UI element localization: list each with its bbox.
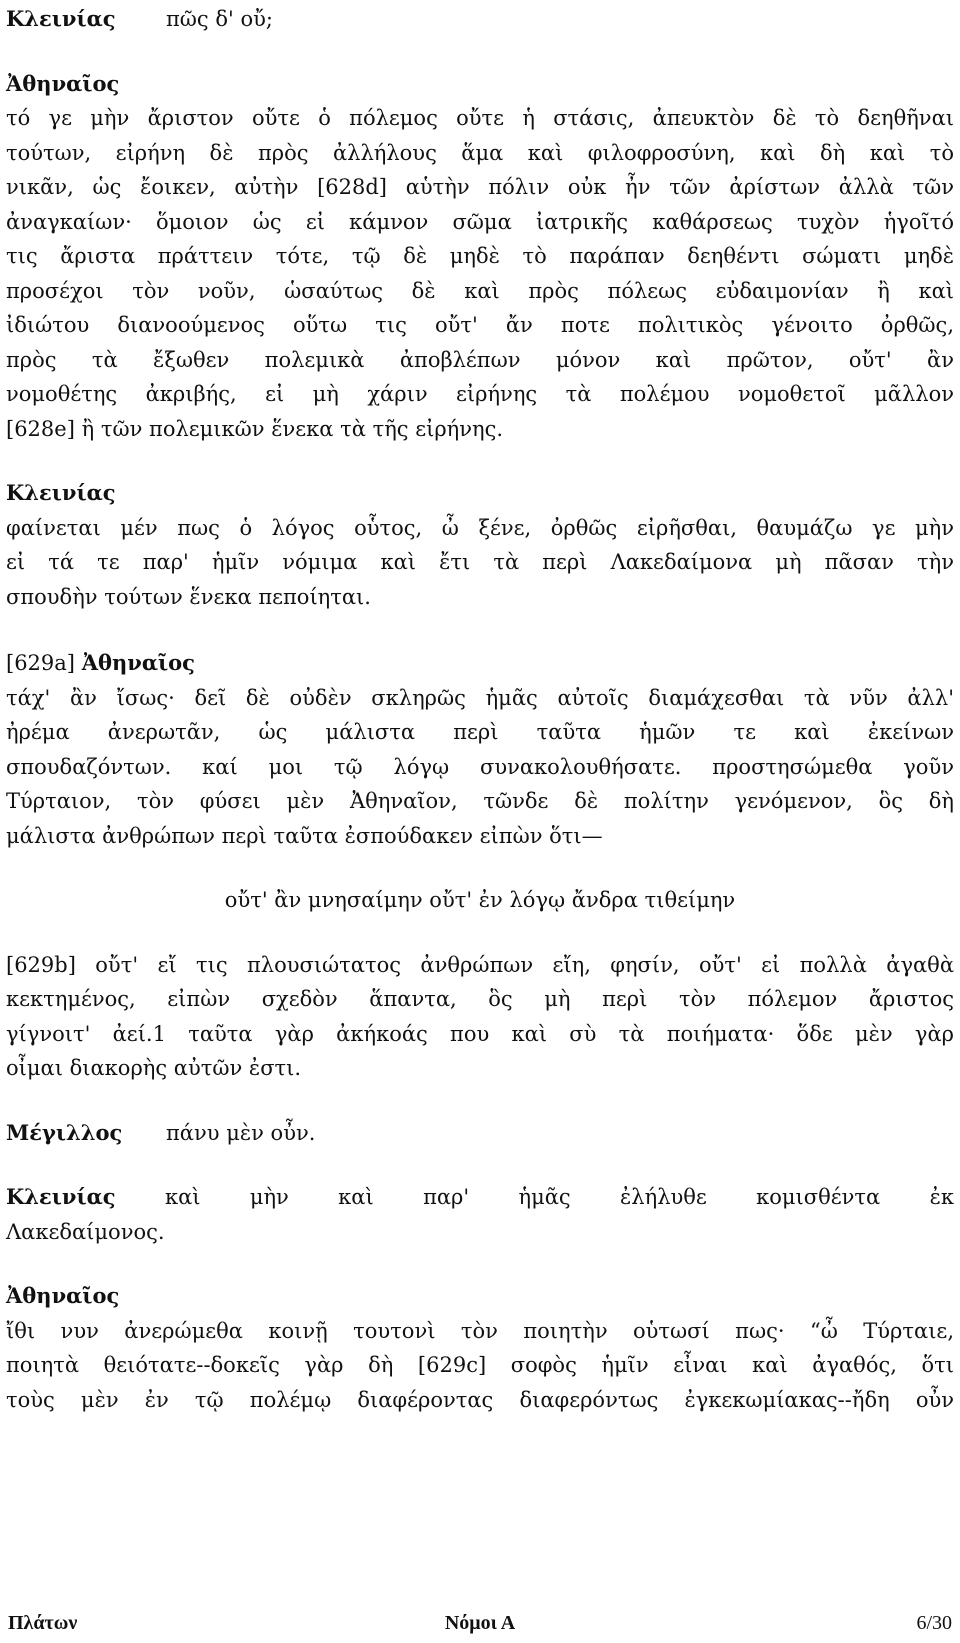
speech-word: μὴν bbox=[249, 1185, 289, 1209]
speaker-name: Κλεινίας bbox=[6, 480, 116, 505]
speech-word: ἡμᾶς bbox=[518, 1185, 571, 1209]
footer-author: Πλάτων bbox=[8, 1612, 78, 1634]
page-number: 6/30 bbox=[916, 1612, 952, 1634]
speech-line: φαίνεται μέν πως ὁ λόγος οὗτος, ὦ ξένε, ὀρθῶς εἰρῆσθαι, θαυμάζω γε μὴν bbox=[6, 515, 954, 540]
speech-line: [629b] οὔτ' εἴ τις πλουσιώτατος ἀνθρώπων εἴη, φησίν, οὔτ' εἰ πολλὰ ἀγαθὰ bbox=[6, 952, 954, 977]
speech-line: ἀναγκαίων· ὅμοιον ὡς εἰ κάμνον σῶμα ἰατρικῆς καθάρσεως τυχὸν ἡγοῖτό bbox=[6, 209, 954, 234]
speech-line: τό γε μὴν ἄριστον οὔτε ὁ πόλεμος οὔτε ἡ στάσις, ἀπευκτὸν δὲ τὸ δεηθῆναι bbox=[6, 106, 954, 130]
speaker-name: Μέγιλλος bbox=[6, 1119, 123, 1145]
speech-line: [628e] ἢ τῶν πολεμικῶν ἕνεκα τὰ τῆς εἰρήνης. bbox=[6, 416, 504, 441]
speech-line: ἠρέμα ἀνερωτᾶν, ὡς μάλιστα περὶ ταῦτα ἡμῶν τε καὶ ἐκείνων bbox=[6, 720, 954, 744]
dialogue-turn-6 bbox=[6, 1180, 954, 1215]
speech-line: σπουδαζόντων. καί μοι τῷ λόγῳ συνακολουθήσατε. προστησώμεθα γοῦν bbox=[6, 754, 954, 779]
section-ref: [629a] bbox=[6, 651, 75, 675]
speech-word: καὶ bbox=[338, 1185, 374, 1209]
dialogue-turn-1 bbox=[6, 2, 954, 37]
speech-line: τοὺς μὲν ἐν τῷ πολέμῳ διαφέροντας διαφερόντως ἐγκεκωμίακας--ἤδη οὖν bbox=[6, 1387, 954, 1412]
speaker-name: Ἀθηναῖος bbox=[81, 650, 195, 675]
speech-word: ἐλήλυθε bbox=[620, 1185, 707, 1209]
speech-line: ἰδιώτου διανοούμενος οὕτω τις οὔτ' ἄν ποτε πολιτικὸς γένοιτο ὀρθῶς, bbox=[6, 313, 954, 337]
speech-line: μάλιστα ἀνθρώπων περὶ ταῦτα ἐσπούδακεν εἰπὼν ὅτι— bbox=[6, 823, 603, 848]
speaker-name: Κλεινίας bbox=[6, 6, 116, 31]
speech-word: κομισθέντα bbox=[756, 1185, 881, 1209]
speech-line: ποιητὰ θειότατε--δοκεῖς γὰρ δὴ [629c] σοφὸς ἡμῖν εἶναι καὶ ἀγαθός, ὅτι bbox=[6, 1353, 954, 1377]
speech-word: καὶ bbox=[164, 1185, 201, 1209]
speech-line: τάχ' ἂν ἴσως· δεῖ δὲ οὐδὲν σκληρῶς ἡμᾶς αὐτοῖς διαμάχεσθαι τὰ νῦν ἀλλ' bbox=[6, 685, 954, 710]
speech-word: παρ' bbox=[423, 1185, 470, 1209]
dialogue-turn-5 bbox=[6, 1116, 954, 1151]
verse-quotation: οὔτ' ἂν μνησαίμην οὔτ' ἐν λόγῳ ἄνδρα τιθείμην bbox=[224, 888, 736, 912]
dialogue-text bbox=[6, 2, 954, 1417]
page-footer bbox=[8, 1612, 952, 1640]
speech-line: κεκτημένος, εἰπὼν σχεδὸν ἅπαντα, ὃς μὴ περὶ τὸν πόλεμον ἄριστος bbox=[6, 987, 954, 1011]
speech-line: Λακεδαίμονος. bbox=[6, 1219, 165, 1244]
speech-word: ἐκ bbox=[929, 1185, 954, 1209]
speaker-name: Ἀθηναῖος bbox=[6, 1283, 120, 1308]
speech-line: πρὸς τὰ ἔξωθεν πολεμικὰ ἀποβλέπων μόνον καὶ πρῶτον, οὔτ' ἂν bbox=[6, 347, 954, 372]
speech-line: εἰ τά τε παρ' ἡμῖν νόμιμα καὶ ἔτι τὰ περὶ Λακεδαίμονα μὴ πᾶσαν τὴν bbox=[6, 550, 954, 574]
speech-line: τούτων, εἰρήνη δὲ πρὸς ἀλλήλους ἅμα καὶ φιλοφροσύνη, καὶ δὴ καὶ τὸ bbox=[6, 140, 954, 165]
speech-line: σπουδὴν τούτων ἕνεκα πεποίηται. bbox=[6, 584, 371, 609]
speech-line: νικᾶν, ὡς ἔοικεν, αὐτὴν [628d] αὑτὴν πόλιν οὐκ ἦν τῶν ἀρίστων ἀλλὰ τῶν bbox=[6, 175, 954, 199]
speaker-heading bbox=[6, 646, 954, 681]
footer-title: Νόμοι Α bbox=[444, 1612, 516, 1634]
speech-line: ἴθι νυν ἀνερώμεθα κοινῇ τουτονὶ τὸν ποιητὴν οὑτωσί πως· “ὦ Τύρταιε, bbox=[6, 1318, 954, 1343]
speech-line: προσέχοι τὸν νοῦν, ὡσαύτως δὲ καὶ πρὸς πόλεως εὐδαιμονίαν ἢ καὶ bbox=[6, 278, 954, 303]
speech-text: πῶς δ' οὔ; bbox=[166, 7, 273, 31]
speaker-name: Ἀθηναῖος bbox=[6, 70, 120, 96]
speech-line: γίγνοιτ' ἀεί.1 ταῦτα γὰρ ἀκήκοάς που καὶ σὺ τὰ ποιήματα· ὅδε μὲν γὰρ bbox=[6, 1021, 954, 1046]
speech-line: τις ἄριστα πράττειν τότε, τῷ δὲ μηδὲ τὸ παράπαν δεηθέντι σώματι μηδὲ bbox=[6, 244, 954, 268]
speech-line: νομοθέτης ἀκριβής, εἰ μὴ χάριν εἰρήνης τὰ πολέμου νομοθετοῖ μᾶλλον bbox=[6, 382, 954, 406]
speech-line: Τύρταιον, τὸν φύσει μὲν Ἀθηναῖον, τῶνδε δὲ πολίτην γενόμενον, ὃς δὴ bbox=[6, 789, 954, 813]
speech-text: πάνυ μὲν οὖν. bbox=[166, 1120, 316, 1145]
speech-line: οἶμαι διακορὴς αὐτῶν ἐστι. bbox=[6, 1056, 302, 1080]
speaker-name: Κλεινίας bbox=[6, 1184, 116, 1209]
